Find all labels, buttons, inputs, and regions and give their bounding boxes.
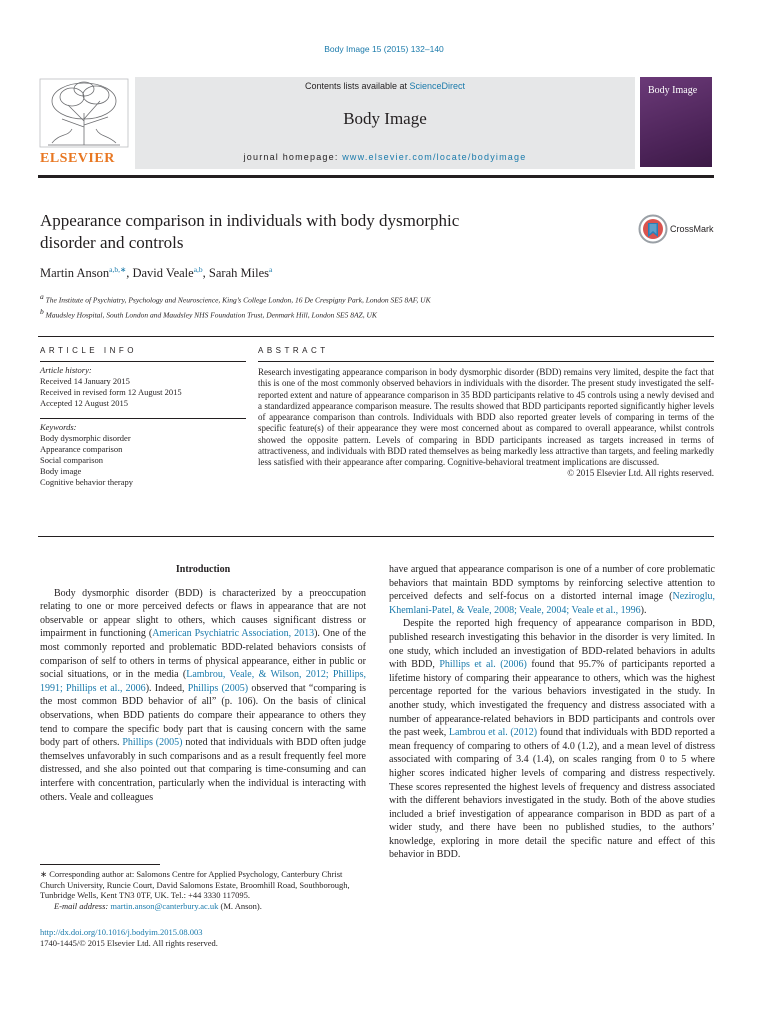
citation-link[interactable]: Phillips et al. (2006) — [439, 659, 527, 671]
header-divider — [38, 175, 714, 178]
section-heading-introduction: Introduction — [175, 564, 231, 575]
journal-header — [38, 77, 714, 173]
title-line-2: disorder and controls — [40, 233, 184, 252]
keyword: Body image — [40, 466, 82, 476]
body-text: ). Indeed, — [145, 682, 188, 694]
author-list — [40, 265, 272, 281]
citation-link[interactable]: Neziroglu, Khemlani-Patel, & Veale, 2008; Veale, 2004; Veale et al., 1996 — [389, 591, 715, 616]
footnote-divider — [40, 864, 160, 865]
body-column-right — [389, 563, 715, 862]
author-name: Martin Anson — [40, 266, 110, 281]
keyword: Social comparison — [40, 455, 104, 465]
elsevier-wordmark: ELSEVIER — [40, 151, 115, 166]
affil-text: The Institute of Psychiatry, Psychology and Neuroscience, King’s College London, 16 De Crespigny Park, London SE5 8AF, UK — [45, 295, 431, 305]
author-affil-mark[interactable]: a,b — [193, 265, 203, 274]
author-sep: , — [126, 266, 133, 281]
body-text: Body dysmorphic disorder (BDD) is characterized by a preoccupation relating to one or more perceived defects or flaws in appearance that are not observable or appear slight to others, which causes significant distress or impairment in functioning ( — [40, 587, 366, 640]
cover-title: Body Image — [648, 85, 698, 96]
tree-icon — [38, 77, 130, 149]
article-info — [40, 365, 246, 488]
doi-link[interactable]: http://dx.doi.org/10.1016/j.bodyim.2015.08.003 — [40, 927, 203, 937]
keyword: Body dysmorphic disorder — [40, 433, 131, 443]
elsevier-logo — [38, 77, 130, 167]
affil-mark: b — [40, 306, 44, 316]
body-text: observed that “comparing is the most common BDD behavior of all” (p. 106). On the basis of clinical observations, when BDD patients do compare their appearance to others they tend to compare the specific body part that is causing concern with the same body part of others. — [40, 682, 367, 749]
email-link[interactable]: martin.anson@canterbury.ac.uk — [110, 901, 219, 912]
affil-text: Maudsley Hospital, South London and Maudsley NHS Foundation Trust, Denmark Hill, London SE5 8AZ, UK — [45, 310, 377, 319]
history-revised: Received in revised form 12 August 2015 — [40, 387, 182, 397]
keywords-label: Keywords: — [40, 422, 77, 432]
body-text: found that individuals with BDD reported a mean frequency of comparing to others of 4.0 (1.2), and a mean level of distress associated with comparing of 3.4 (1.4), on scales ranging from 0 to 5 where higher scores indicated higher levels of comparing and distress respectively. These scores represented the highest levels of frequency and distress associated with the different behaviors investigated in the study. Both of the above studies included a brief investigation of appearance comparison in BDD as part of a wider study, and there have been no published studies, to the authors’ knowledge, exploring in more detail the specific nature and effect of this behavior in BDD. — [389, 727, 715, 861]
author-sep: , — [202, 266, 209, 281]
crossmark-badge[interactable] — [638, 214, 718, 244]
homepage-link[interactable]: www.elsevier.com/locate/bodyimage — [342, 152, 527, 162]
affil-divider — [38, 336, 714, 337]
abstract-divider — [258, 361, 714, 362]
body-paragraph — [389, 617, 715, 862]
author-name: David Veale — [132, 266, 194, 281]
info-divider — [40, 361, 246, 362]
email-suffix: (M. Anson). — [218, 901, 262, 912]
crossmark-icon — [638, 214, 668, 244]
footnote-text: Corresponding author at: Salomons Centre for Applied Psychology, Canterbury Christ Church University, Runcie Court, David Salomons Estate, Broomhill Road, Southborough, Tunbridge Wells, Kent TN3 0TF, UK. Tel.: +44 3330 117095. — [40, 869, 350, 901]
journal-banner — [135, 77, 635, 169]
body-text: have argued that appearance comparison is one of a number of core problematic behaviors that maintain BDD symptoms by reinforcing selective attention to perceived defects and self-focus on a distorted internal image ( — [389, 564, 715, 603]
body-column-left — [40, 563, 366, 804]
article-info-heading: ARTICLE INFO — [40, 346, 137, 355]
corresponding-author-footnote — [40, 869, 366, 912]
info-subdivider — [40, 418, 246, 419]
abstract-text: Research investigating appearance comparison in body dysmorphic disorder (BDD) remains very limited, despite the fact that this is one of the most commonly observed behaviors in individuals with the disorder. The present study investigated the self-reported extent and nature of appearance comparison in 35 BDD participants relative to 45 controls using a newly devised and a standardized appearance comparison measure. The results showed that BDD participants reported significantly higher levels of appearance comparison than controls. Individuals with BDD also reported greater levels of comparing in terms of the specific feature(s) of their appearance they were most concerned about as compared to overall appearance, whilst controls showed the opposite pattern. Levels of comparing in BDD participants increased as targets increased in terms of attractiveness, and individuals with BDD rated themselves as being markedly less attractive than targets, and feeling markedly less satisfied with their appearance after comparing. Cognitive-behavioral treatment implications are discussed. — [258, 367, 714, 467]
author-affil-mark[interactable]: a — [268, 265, 273, 274]
body-text: ). — [640, 604, 647, 616]
citation-link[interactable]: Phillips (2005) — [122, 737, 183, 749]
history-received: Received 14 January 2015 — [40, 376, 130, 386]
author-affil-mark[interactable]: a,b,∗ — [109, 265, 127, 274]
body-text: ). One of the most commonly reported and problematic BDD-related behaviors consists of comparison of self to others in terms of physical appearance, either in public or social situations, or in the media ( — [40, 628, 367, 681]
issn-line: 1740-1445/© 2015 Elsevier Ltd. All rights reserved. — [40, 938, 218, 948]
journal-citation[interactable]: Body Image 15 (2015) 132–140 — [324, 44, 444, 54]
email-label: E-mail address: — [54, 901, 111, 912]
abstract — [258, 367, 714, 480]
citation-link[interactable]: Lambrou, Veale, & Wilson, 2012; Phillips, 1991; Phillips et al., 2006 — [40, 669, 366, 694]
history-label: Article history: — [40, 365, 92, 375]
body-text: found that 95.7% of participants reported a lifetime history of comparing their appearance to others, which was the highest percentage reported for the various behaviors investigated in the study. In another study, which investigated the frequency and distress associated with a number of appearance-related behaviors in BDD participants and controls over the past week, — [389, 659, 715, 739]
crossmark-label: CrossMark — [670, 224, 714, 234]
body-paragraph — [40, 587, 366, 805]
sciencedirect-link[interactable]: ScienceDirect — [409, 81, 466, 91]
history-accepted: Accepted 12 August 2015 — [40, 398, 129, 408]
abstract-copyright: © 2015 Elsevier Ltd. All rights reserved. — [567, 468, 714, 479]
body-paragraph — [389, 563, 715, 617]
doi-block — [40, 927, 218, 949]
citation-link[interactable]: Phillips (2005) — [187, 682, 249, 694]
citation-link[interactable]: Lambrou et al. (2012) — [448, 727, 538, 739]
contents-line — [135, 81, 635, 91]
contents-prefix: Contents lists available at — [304, 81, 410, 91]
keyword: Appearance comparison — [40, 444, 123, 454]
article-title — [40, 210, 600, 254]
footnote-mark: ∗ — [40, 869, 48, 879]
author-name: Sarah Miles — [208, 266, 269, 281]
affil-mark: a — [40, 292, 44, 301]
body-text: Despite the reported high frequency of appearance comparison in BDD, published research investigating this behavior in the disorder is very limited. In one study, which included an investigation of BDD-related behaviors in adults with BDD, — [389, 618, 715, 671]
abstract-heading: ABSTRACT — [258, 346, 329, 355]
affiliations — [40, 291, 431, 320]
body-text: noted that individuals with BDD often judge themselves unfavorably in such comparisons and as a result frequently feel more distressed, and she also pointed out that comparing is time-consuming and can interfere with concentration, particularly when the individual is interacting with others. Veale and colleagues — [40, 737, 366, 803]
journal-title: Body Image — [343, 109, 427, 128]
affiliation-a — [40, 291, 431, 306]
title-line-1: Appearance comparison in individuals with body dysmorphic — [40, 211, 460, 230]
abstract-bottom-divider — [38, 536, 714, 537]
keyword: Cognitive behavior therapy — [40, 477, 134, 487]
journal-homepage — [135, 152, 635, 162]
affiliation-b — [40, 306, 431, 321]
citation-link[interactable]: American Psychiatric Association, 2013 — [152, 628, 315, 640]
homepage-label: journal homepage: — [243, 152, 343, 162]
journal-cover[interactable] — [640, 77, 712, 167]
